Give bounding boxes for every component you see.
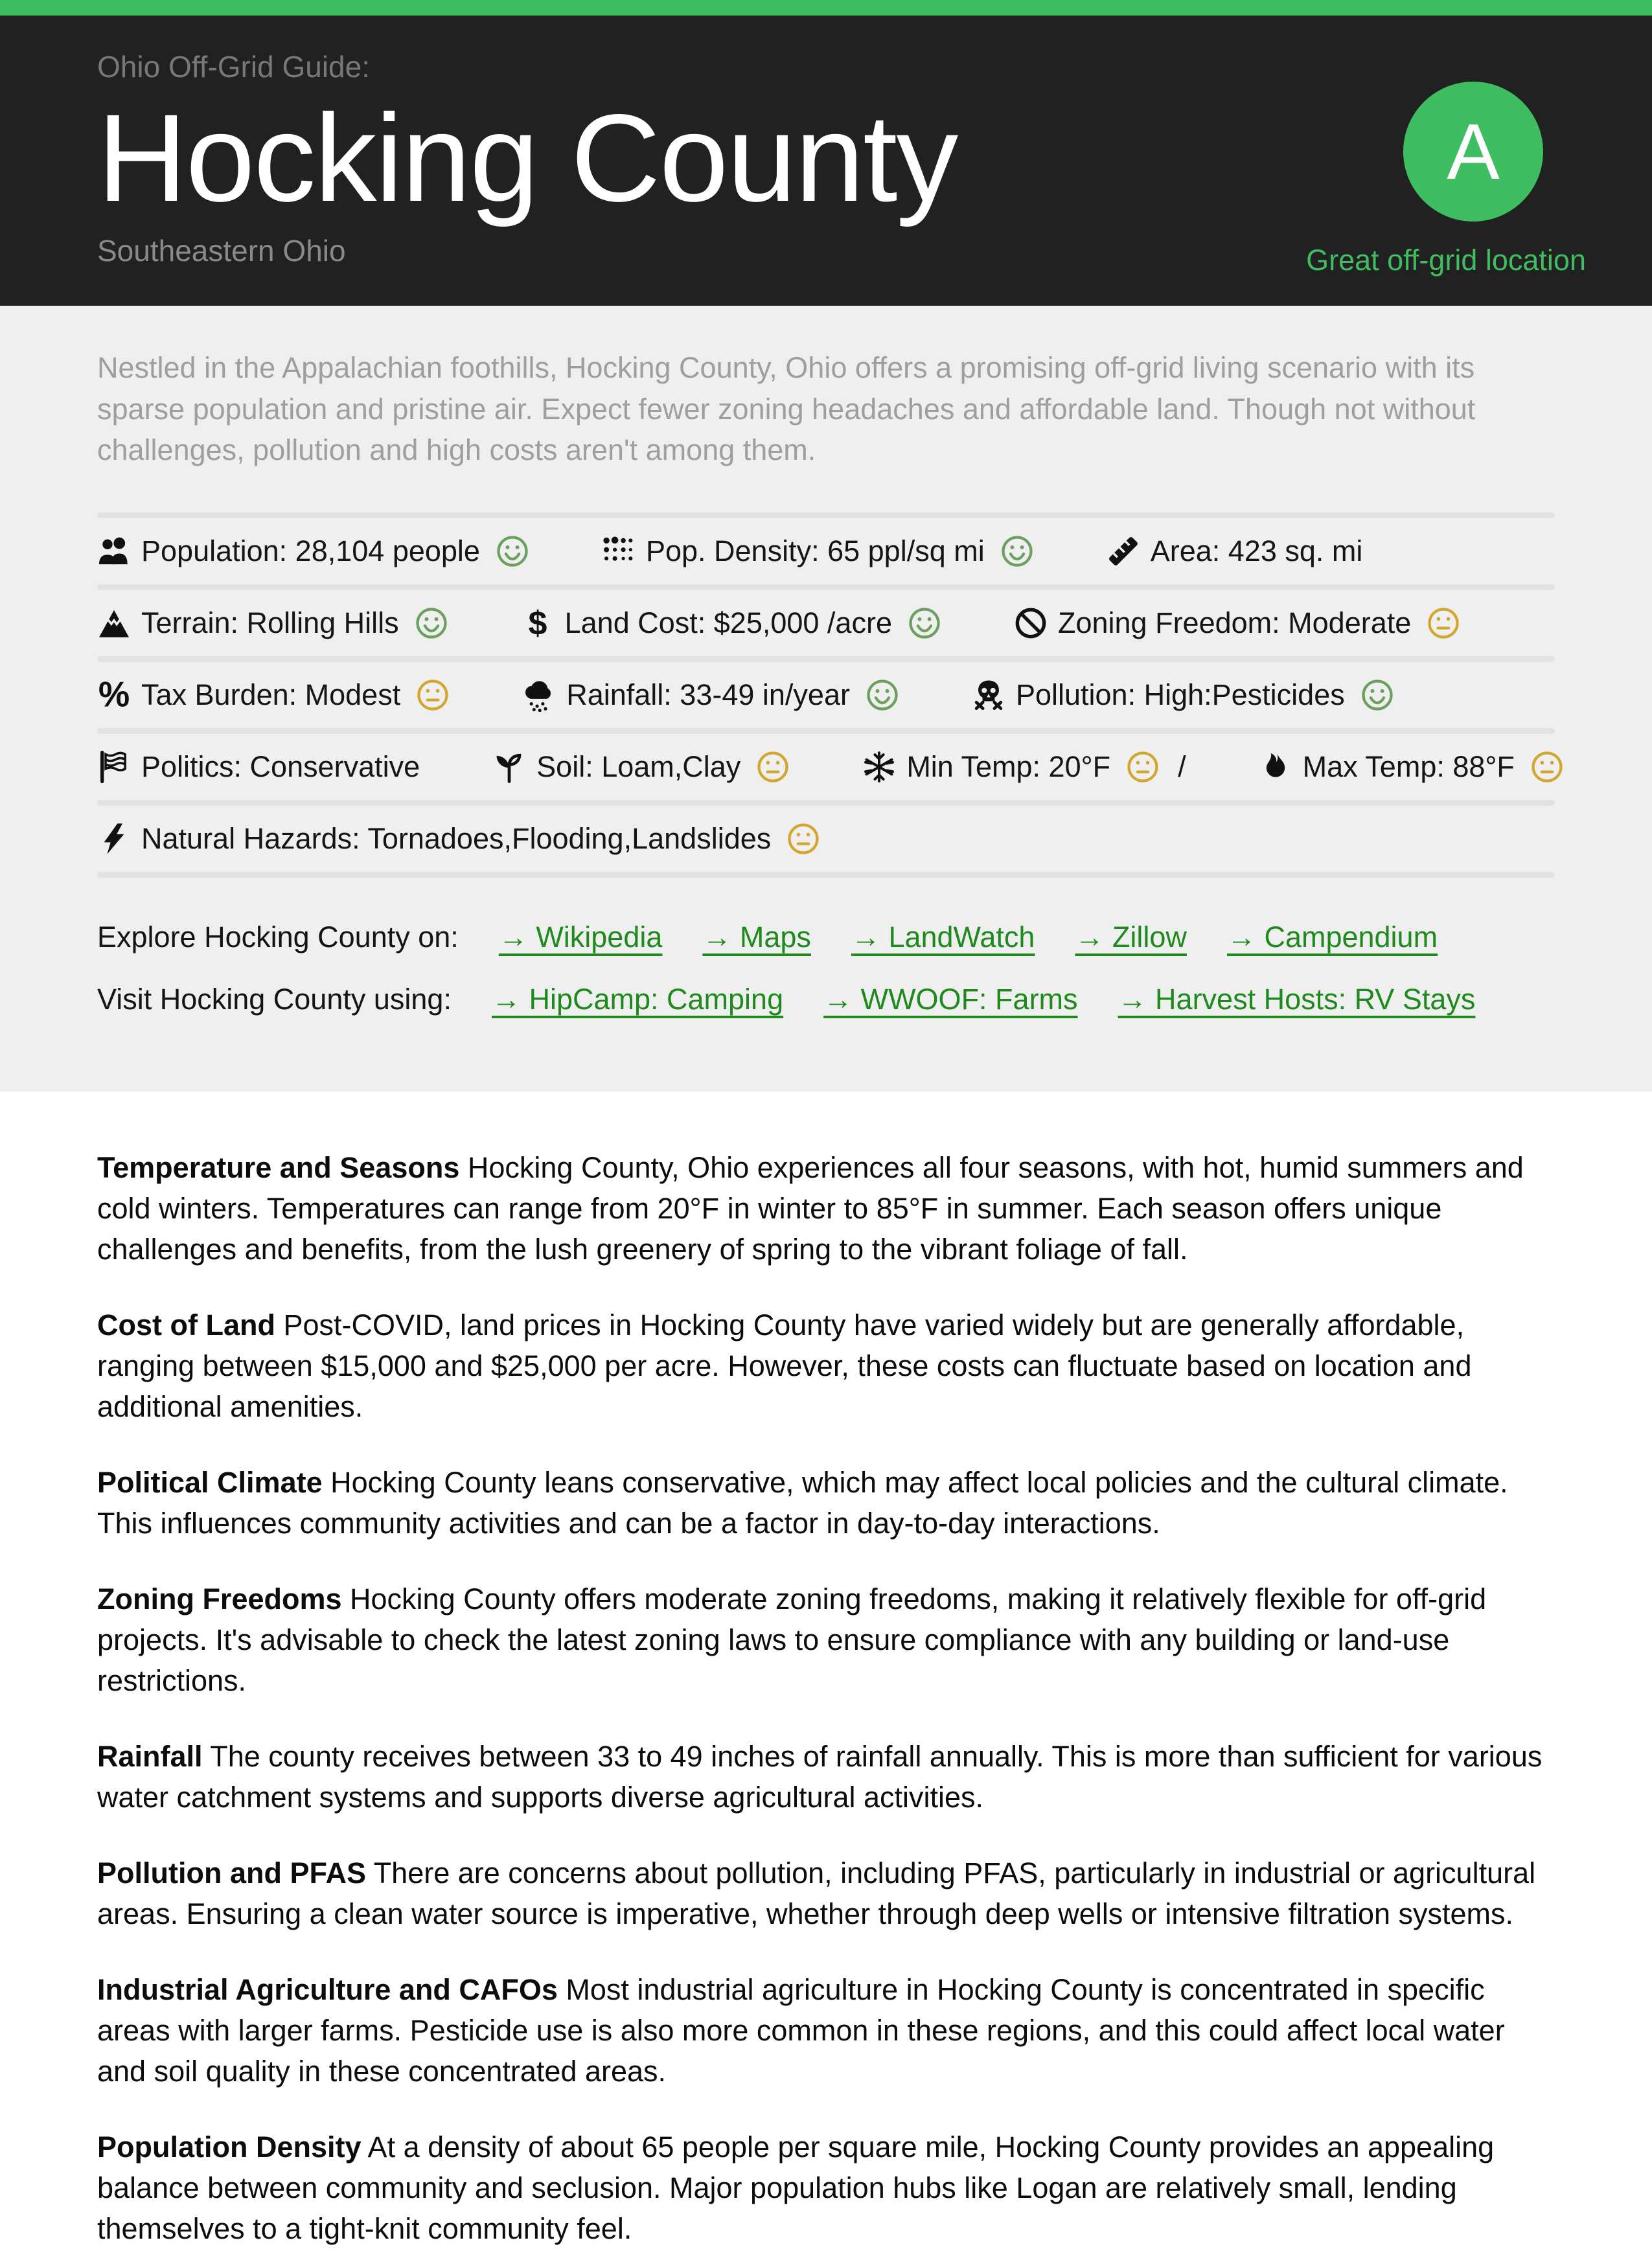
neutral-face-icon xyxy=(756,750,790,784)
stat-label: Population: 28,104 people xyxy=(141,534,480,568)
fire-icon xyxy=(1259,750,1292,784)
section-lead: Industrial Agriculture and CAFOs xyxy=(97,1973,558,2007)
stat-item xyxy=(1107,534,1363,568)
section-paragraph: Cost of Land Post-COVID, land prices in Hocking County have varied widely but are generally affordable, ranging between $15,000 and $25,000 per acre. However, these costs can fluctuate based on location and additional amenities. xyxy=(97,1308,1472,1424)
stat-label: Pop. Density: 65 ppl/sq mi xyxy=(645,534,985,568)
page-header xyxy=(0,16,1652,306)
stat-label: Min Temp: 20°F xyxy=(906,750,1111,784)
no-sign-icon xyxy=(1014,606,1048,640)
summary-panel xyxy=(0,306,1652,1092)
stat-item xyxy=(97,534,529,568)
top-accent-bar xyxy=(0,0,1652,16)
stat-item xyxy=(862,750,1186,784)
stat-row xyxy=(97,662,1555,728)
stat-item xyxy=(521,606,941,640)
stat-label: Pollution: High:Pesticides xyxy=(1015,678,1345,712)
section-paragraph: Temperature and Seasons Hocking County, Ohio experiences all four seasons, with hot, humid summers and cold winters. Temperatures can range from 20°F in winter to 85°F in summer. Each season offers unique challenges and benefits, from the lush greenery of spring to the vibrant foliage of fall. xyxy=(97,1151,1524,1266)
stat-label: Zoning Freedom: Moderate xyxy=(1057,606,1412,640)
stat-label: Max Temp: 88°F xyxy=(1302,750,1515,784)
guide-eyebrow: Ohio Off-Grid Guide: xyxy=(97,50,370,84)
article-body xyxy=(0,1091,1652,2249)
section-lead: Political Climate xyxy=(97,1466,323,1500)
section-paragraph: Pollution and PFAS There are concerns about pollution, including PFAS, particularly in industrial or agricultural areas. Ensuring a clean water source is imperative, whether through deep wells or intensive filtration systems. xyxy=(97,1856,1536,1931)
link-campendium[interactable]: → Campendium xyxy=(1226,920,1438,954)
section-lead: Rainfall xyxy=(97,1740,203,1774)
section-paragraph: Industrial Agriculture and CAFOs Most industrial agriculture in Hocking County is concentrated in specific areas with larger farms. Pesticide use is also more common in these regions, and this could affect local water and soil quality in these concentrated areas. xyxy=(97,1973,1505,2088)
stat-item xyxy=(1259,750,1564,784)
stat-row xyxy=(97,518,1555,584)
links-block xyxy=(97,920,1555,1016)
stat-item xyxy=(97,678,450,712)
section-lead: Temperature and Seasons xyxy=(97,1151,460,1185)
stat-item xyxy=(972,678,1394,712)
section-lead: Population Density xyxy=(97,2130,361,2164)
happy-face-icon xyxy=(908,606,941,640)
visit-label: Visit Hocking County using: xyxy=(97,983,452,1016)
link-maps[interactable]: → Maps xyxy=(702,920,811,954)
happy-face-icon xyxy=(496,534,529,568)
link-zillow[interactable]: → Zillow xyxy=(1075,920,1187,954)
seedling-icon xyxy=(492,750,526,784)
stat-item xyxy=(522,678,899,712)
grade-tagline: Great off-grid location xyxy=(1306,244,1586,277)
stat-item xyxy=(97,822,820,856)
explore-label: Explore Hocking County on: xyxy=(97,920,459,954)
skull-icon xyxy=(972,678,1005,712)
happy-face-icon xyxy=(866,678,899,712)
stat-separator: / xyxy=(1178,750,1186,784)
stats-divider xyxy=(97,728,1555,734)
stat-item xyxy=(1014,606,1460,640)
stat-item xyxy=(492,750,790,784)
intro-paragraph: Nestled in the Appalachian foothills, Hocking County, Ohio offers a promising off-grid living scenario with its sparse population and pristine air. Expect fewer zoning headaches and affordable land. Though not without challenges, pollution and high costs aren't among them. xyxy=(97,350,1476,467)
stat-item xyxy=(97,750,420,784)
grade-letter: A xyxy=(1447,108,1500,196)
happy-face-icon xyxy=(1000,534,1034,568)
neutral-face-icon xyxy=(1427,606,1460,640)
stats-divider xyxy=(97,584,1555,590)
stats-table xyxy=(97,512,1555,878)
dollar-icon xyxy=(521,606,555,640)
neutral-face-icon xyxy=(416,678,450,712)
section-lead: Pollution and PFAS xyxy=(97,1856,366,1890)
percent-icon xyxy=(97,678,131,712)
neutral-face-icon xyxy=(786,822,820,856)
section-lead: Cost of Land xyxy=(97,1308,275,1342)
stats-divider xyxy=(97,872,1555,878)
stat-row xyxy=(97,806,1555,872)
stat-label: Rainfall: 33-49 in/year xyxy=(566,678,850,712)
stat-row xyxy=(97,590,1555,656)
mountain-icon xyxy=(97,606,131,640)
stats-divider xyxy=(97,512,1555,518)
happy-face-icon xyxy=(1360,678,1394,712)
link-wikipedia[interactable]: → Wikipedia xyxy=(498,920,663,954)
happy-face-icon xyxy=(415,606,448,640)
stat-label: Terrain: Rolling Hills xyxy=(141,606,399,640)
stats-divider xyxy=(97,656,1555,662)
rain-cloud-icon xyxy=(522,678,556,712)
stat-label: Natural Hazards: Tornadoes,Flooding,Landslides xyxy=(141,822,772,856)
section-paragraph: Zoning Freedoms Hocking County offers moderate zoning freedoms, making it relatively flexible for off-grid projects. It's advisable to check the latest zoning laws to ensure compliance with any building or land-use restrictions. xyxy=(97,1582,1487,1698)
snowflake-icon xyxy=(862,750,896,784)
neutral-face-icon xyxy=(1126,750,1160,784)
ruler-icon xyxy=(1107,534,1140,568)
density-dots-icon xyxy=(602,534,636,568)
link-hipcamp-camping[interactable]: → HipCamp: Camping xyxy=(491,983,784,1016)
people-icon xyxy=(97,534,131,568)
stat-label: Land Cost: $25,000 /acre xyxy=(564,606,892,640)
region-subtitle: Southeastern Ohio xyxy=(97,233,346,268)
stats-divider xyxy=(97,800,1555,806)
section-paragraph: Rainfall The county receives between 33 to 49 inches of rainfall annually. This is more than sufficient for various water catchment systems and supports diverse agricultural activities. xyxy=(97,1740,1543,1814)
lightning-icon xyxy=(97,822,131,856)
stat-row xyxy=(97,734,1555,800)
stat-item xyxy=(97,606,448,640)
stat-label: Politics: Conservative xyxy=(141,750,420,784)
flag-icon xyxy=(97,750,131,784)
section-paragraph: Population Density At a density of about 65 people per square mile, Hocking County provides an appealing balance between community and seclusion. Major population hubs like Logan are relatively small, lending themselves to a tight-knit community feel. xyxy=(97,2130,1495,2246)
page-title: Hocking County xyxy=(97,88,958,227)
neutral-face-icon xyxy=(1530,750,1564,784)
grade-badge xyxy=(1403,82,1543,222)
explore-links-row xyxy=(97,920,1555,954)
stat-label: Area: 423 sq. mi xyxy=(1150,534,1363,568)
link-harvest-hosts-rv-stays[interactable]: → Harvest Hosts: RV Stays xyxy=(1118,983,1476,1016)
visit-links-row xyxy=(97,983,1555,1016)
svg-text:%: % xyxy=(98,678,130,713)
section-paragraph: Political Climate Hocking County leans conservative, which may affect local policies and the cultural climate. This influences community activities and can be a factor in day-to-day interactions. xyxy=(97,1466,1508,1540)
section-lead: Zoning Freedoms xyxy=(97,1582,342,1616)
stat-label: Soil: Loam,Clay xyxy=(536,750,741,784)
svg-text:$: $ xyxy=(528,606,547,641)
stat-item xyxy=(602,534,1034,568)
link-wwoof-farms[interactable]: → WWOOF: Farms xyxy=(823,983,1078,1016)
link-landwatch[interactable]: → LandWatch xyxy=(851,920,1035,954)
stat-label: Tax Burden: Modest xyxy=(141,678,401,712)
